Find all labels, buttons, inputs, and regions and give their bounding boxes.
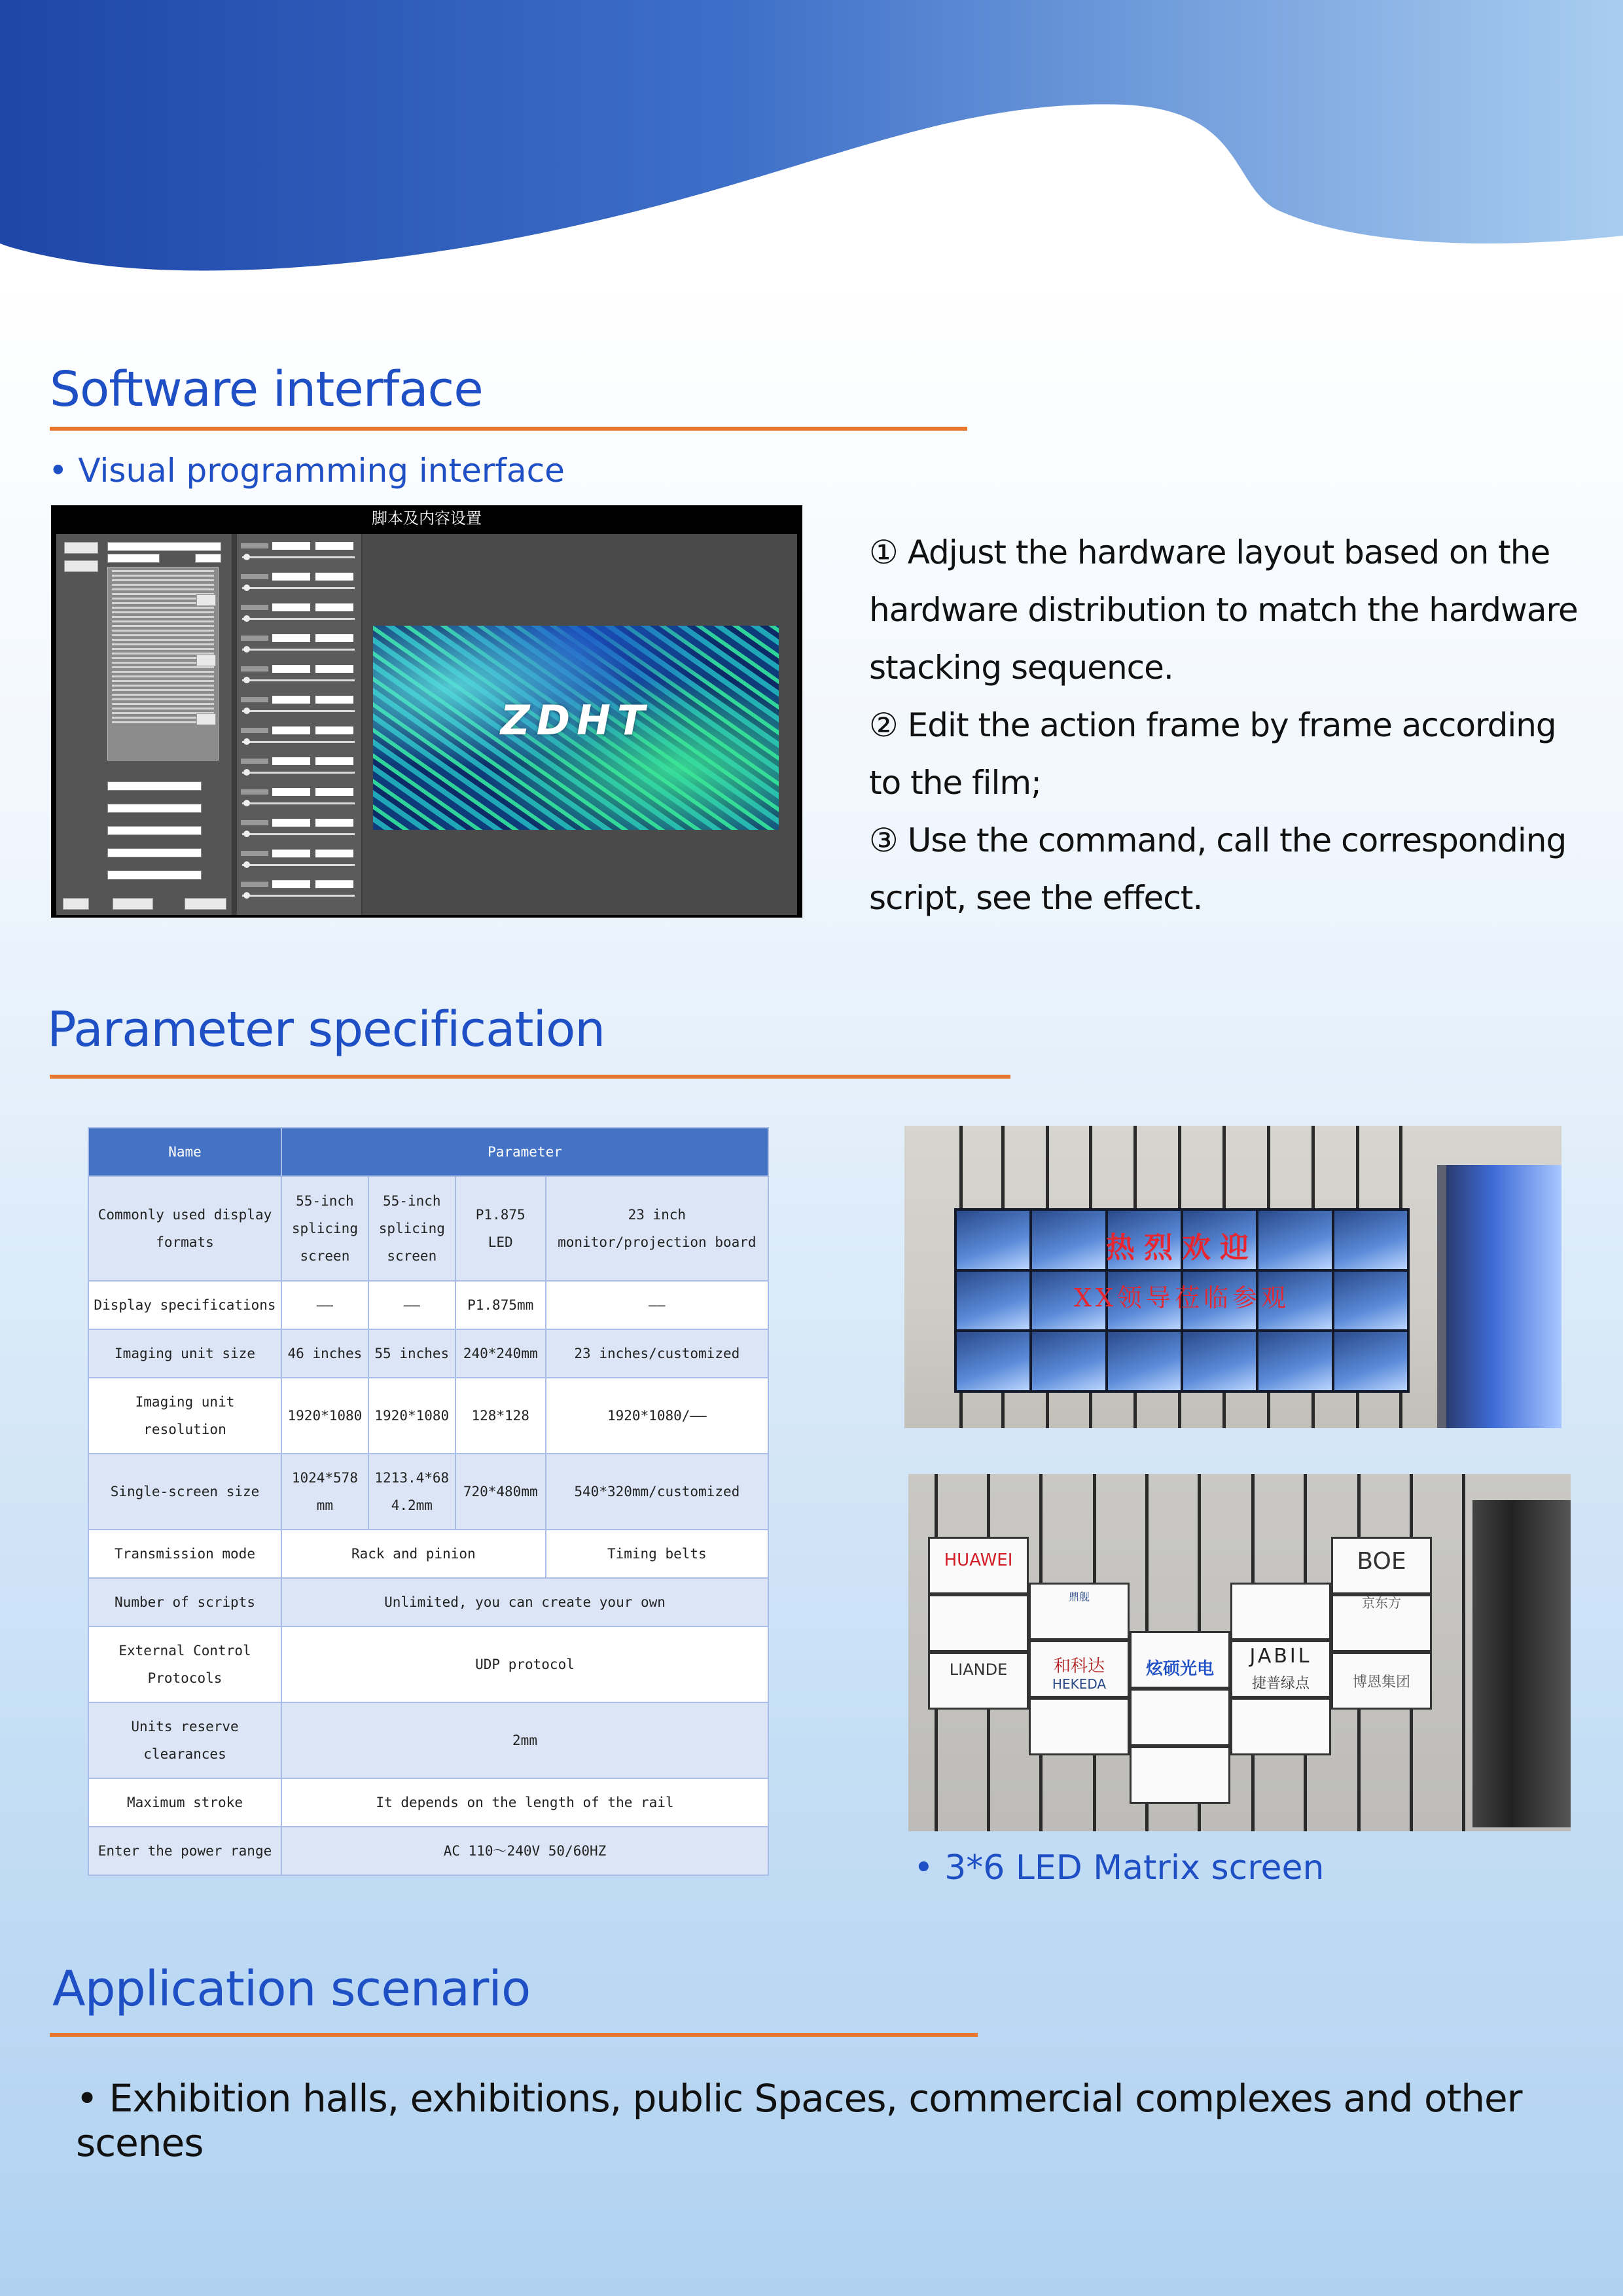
table-row [88,1827,768,1875]
table-row [88,1578,768,1626]
logo-matrix-photo [908,1474,1571,1831]
step-line: ③ Use the command, call the corresponding [869,821,1567,859]
subtitle-visual-programming: • Visual programming interface [48,452,565,490]
screenshot-field [107,804,202,813]
table-cell: Unlimited, you can create your own [281,1578,768,1626]
huawei-logo: HUAWEI [944,1551,1013,1570]
application-text: • Exhibition halls, exhibitions, public Spaces, commercial complexes and other scenes [76,2076,1522,2165]
row-label: Enter the power range [88,1827,281,1875]
logo-panel [1130,1689,1230,1746]
step-line: hardware distribution to match the hardware [869,591,1578,629]
boe-logo: BOE [1357,1548,1406,1575]
logo-panel [928,1652,1029,1710]
screenshot-button [196,594,216,606]
logo-panel [1331,1594,1432,1652]
table-row [88,1626,768,1702]
table-row [88,1778,768,1827]
subtitle-text: Visual programming interface [78,452,565,490]
xuanshuo-logo: 炫硕光电 [1145,1659,1214,1679]
table-cell: 23 inches/customized [546,1329,768,1378]
preview-artwork [373,626,779,830]
steps-text [869,524,1596,927]
screenshot-field [107,826,202,835]
table-row [88,1530,768,1578]
row-label: Imaging unit size [88,1329,281,1378]
row-label: Display specifications [88,1281,281,1329]
screenshot-body [56,534,797,915]
table-cell: 540*320mm/customized [546,1454,768,1530]
table-row [88,1329,768,1378]
screenshot-channel-panel [237,534,361,915]
display-frame [1472,1500,1571,1827]
step-line: script, see the effect. [869,879,1203,917]
video-wall-photo [904,1126,1561,1428]
table-cell: 55-inch splicing screen [281,1176,368,1281]
screenshot-button [63,898,89,910]
logo-panel [1230,1640,1331,1698]
section-title-software: Software interface [50,361,483,418]
table-cell: P1.875mm [455,1281,546,1329]
logo-panel [1130,1631,1230,1689]
step-line: stacking sequence. [869,649,1173,687]
hekeda-cn-logo: 和科达 [1053,1657,1105,1676]
screenshot-button [113,898,153,910]
table-row [88,1281,768,1329]
logo-panel [928,1594,1029,1652]
section-title-application: Application scenario [52,1961,531,2017]
header-wave [0,0,1623,288]
screenshot-field [107,554,160,563]
row-label: Number of scripts [88,1578,281,1626]
section-rule [50,2033,978,2037]
jingdongfang-logo: 京东方 [1362,1595,1401,1611]
table-cell: —— [281,1281,368,1329]
photo-caption: • 3*6 LED Matrix screen [914,1848,1325,1888]
boen-logo: 博恩集团 [1352,1674,1410,1691]
liande-logo: LIANDE [949,1660,1008,1679]
section-rule [50,1075,1010,1079]
jiepu-logo: 捷普绿点 [1251,1676,1310,1692]
table-row [88,1454,768,1530]
table-cell: 23 inch monitor/projection board [546,1176,768,1281]
logo-panel [1029,1698,1130,1755]
logo-panel [928,1537,1029,1594]
screenshot-field [107,542,221,551]
logo-panel [1230,1698,1331,1755]
screenshot-button [196,713,216,725]
parameter-table [88,1127,769,1876]
zdht-logo: ZDHT [500,696,652,744]
table-cell: 55 inches [368,1329,455,1378]
table-cell: Rack and pinion [281,1530,546,1578]
screenshot-field [107,870,202,880]
step-line: to the film; [869,764,1041,802]
welcome-subtext: XX领导莅临参观 [1073,1283,1291,1312]
screenshot-button [185,898,226,910]
row-label: External Control Protocols [88,1626,281,1702]
screenshot-field [107,781,202,791]
logo-panel [1130,1746,1230,1804]
table-cell: 128*128 [455,1378,546,1454]
table-cell: 240*240mm [455,1329,546,1378]
logo-panel [1331,1652,1432,1710]
table-cell: 55-inch splicing screen [368,1176,455,1281]
table-cell: 1024*578 mm [281,1454,368,1530]
logo-panel [1230,1583,1331,1640]
table-cell: 1213.4*684.2mm [368,1454,455,1530]
table-cell: 1920*1080 [368,1378,455,1454]
section-title-parameters: Parameter specification [47,1001,605,1058]
software-screenshot [51,505,802,918]
table-cell: AC 110～240V 50/60HZ [281,1827,768,1875]
screenshot-field [195,554,221,563]
table-row [88,1176,768,1281]
section-rule [50,427,967,431]
row-label: Commonly used display formats [88,1176,281,1281]
table-header-name: Name [88,1128,281,1176]
screenshot-preview-canvas [363,534,797,915]
table-cell: 1920*1080 [281,1378,368,1454]
table-cell: 720*480mm [455,1454,546,1530]
row-label: Single-screen size [88,1454,281,1530]
table-cell: —— [546,1281,768,1329]
screenshot-button [64,560,98,572]
jabil-logo: JABIL [1249,1645,1312,1668]
welcome-text: 热烈欢迎 [1106,1231,1258,1265]
table-cell: UDP protocol [281,1626,768,1702]
row-label: Maximum stroke [88,1778,281,1827]
tunnel-display [1437,1165,1561,1428]
table-cell: P1.875 LED [455,1176,546,1281]
row-label: Transmission mode [88,1530,281,1578]
row-label: Units reserve clearances [88,1702,281,1778]
screenshot-button [64,542,98,554]
table-cell: Timing belts [546,1530,768,1578]
logo-panel [1331,1537,1432,1594]
screenshot-field [107,848,202,857]
table-cell: 2mm [281,1702,768,1778]
application-text-content: Exhibition halls, exhibitions, public Spaces, commercial complexes and other scenes [76,2076,1522,2165]
logo-panel [1029,1640,1130,1698]
screenshot-window-title: 脚本及内容设置 [372,509,482,528]
table-row [88,1702,768,1778]
table-cell: It depends on the length of the rail [281,1778,768,1827]
logo-panel [1029,1583,1130,1640]
table-cell: —— [368,1281,455,1329]
dingjian-logo: 鼎舰 [1068,1590,1090,1603]
table-cell: 46 inches [281,1329,368,1378]
screenshot-left-panel [56,534,232,915]
row-label: Imaging unit resolution [88,1378,281,1454]
hekeda-logo: HEKEDA [1052,1676,1107,1692]
caption-text: 3*6 LED Matrix screen [944,1848,1325,1888]
table-row [88,1378,768,1454]
screenshot-button [196,655,216,666]
table-cell: 1920*1080/—— [546,1378,768,1454]
step-line: ① Adjust the hardware layout based on the [869,533,1550,571]
table-header-parameter: Parameter [281,1128,768,1176]
step-line: ② Edit the action frame by frame according [869,706,1556,744]
